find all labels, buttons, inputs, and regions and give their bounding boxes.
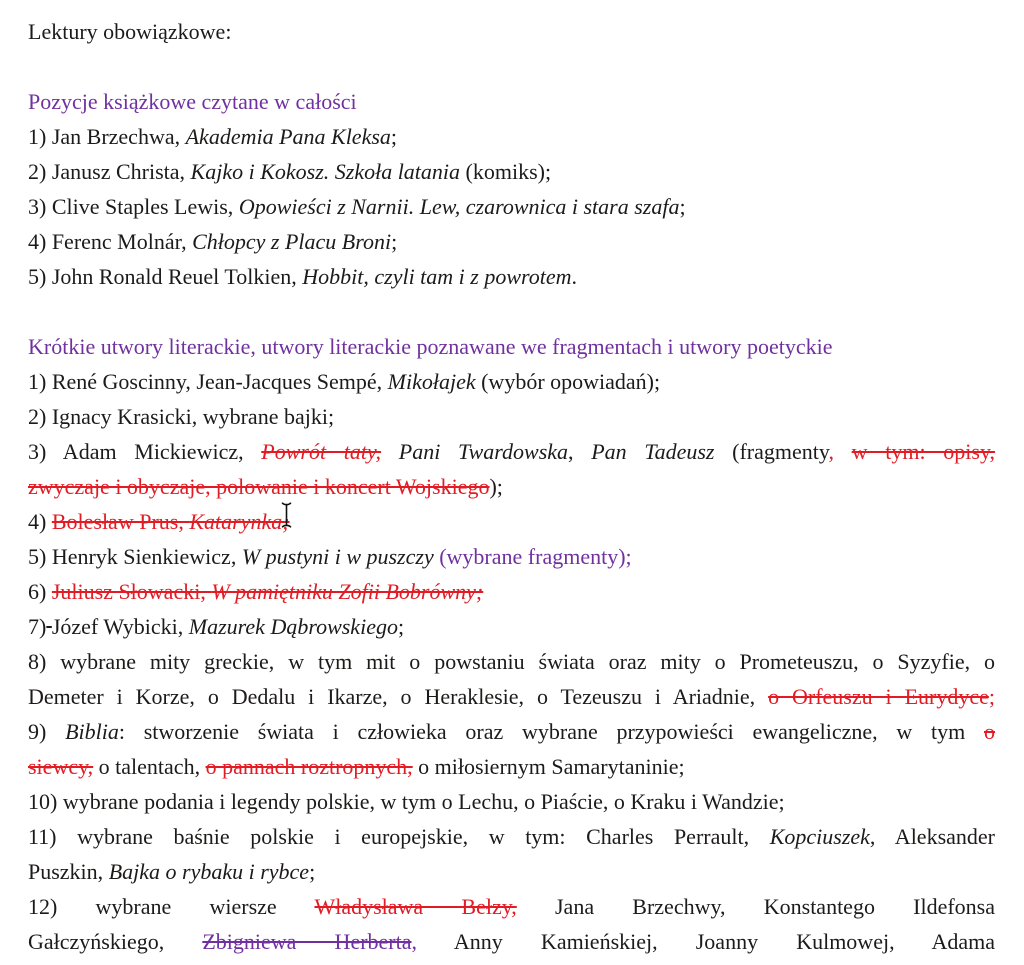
text-segment: 9) bbox=[28, 719, 66, 744]
text-segment: Opowieści z Narnii. Lew, czarownica i stara szafa bbox=[238, 194, 680, 219]
section-heading-books bbox=[28, 84, 995, 119]
text-segment: Pani Twardowska bbox=[398, 439, 569, 464]
blank-line bbox=[28, 49, 995, 84]
list-item bbox=[28, 119, 995, 154]
text-segment: o talentach, bbox=[93, 754, 206, 779]
list-item-continuation bbox=[28, 854, 995, 889]
text-segment: Demeter i Korze, o Dedalu i Ikarze, o Heraklesie, o Tezeuszu i Ariadnie, bbox=[28, 684, 769, 709]
list-item bbox=[28, 434, 995, 469]
list-item bbox=[28, 259, 995, 294]
text-segment: , Aleksander bbox=[869, 824, 995, 849]
text-segment: 10) wybrane podania i legendy polskie, w tym o Lechu, o Piaście, o Kraku i Wandzie; bbox=[28, 789, 785, 814]
list-item-continuation bbox=[28, 469, 995, 504]
blank-line bbox=[28, 294, 995, 329]
text-segment: Hobbit, czyli tam i z powrotem bbox=[302, 264, 572, 289]
text-segment: W pustyni i w puszczy bbox=[241, 544, 434, 569]
struck-text: siewcy, bbox=[28, 754, 94, 779]
text-segment: Lektury obowiązkowe: bbox=[28, 19, 232, 44]
list-item-continuation bbox=[28, 749, 995, 784]
text-segment: Anny Kamieńskiej, Joanny Kulmowej, Adama bbox=[417, 929, 996, 954]
list-item bbox=[28, 644, 995, 679]
list-item bbox=[28, 889, 995, 924]
text-segment: 1) René Goscinny, Jean-Jacques Sempé, bbox=[28, 369, 388, 394]
struck-text: Władysława Bełzy, bbox=[314, 894, 517, 919]
text-segment: Kopciuszek bbox=[769, 824, 870, 849]
list-item bbox=[28, 399, 995, 434]
list-item bbox=[28, 224, 995, 259]
text-segment bbox=[834, 439, 852, 464]
struck-text: Zbigniewa Herberta bbox=[202, 929, 412, 954]
text-segment: Puszkin, bbox=[28, 859, 109, 884]
text-segment: 4) Ferenc Molnár, bbox=[28, 229, 193, 254]
text-segment: (wybrane fragmenty); bbox=[439, 544, 632, 569]
list-item bbox=[28, 154, 995, 189]
list-item bbox=[28, 574, 995, 609]
text-segment: Mikołajek bbox=[387, 369, 476, 394]
text-segment: ; bbox=[988, 684, 995, 709]
text-segment: (fragmenty bbox=[714, 439, 829, 464]
text-segment: Pozycje książkowe czytane w całości bbox=[28, 89, 357, 114]
struck-text: Juliusz Słowacki, bbox=[51, 579, 212, 604]
text-segment: ; bbox=[397, 614, 405, 639]
text-segment: 2) Janusz Christa, bbox=[28, 159, 191, 184]
text-segment: ; bbox=[309, 859, 316, 884]
text-segment: ; bbox=[679, 194, 686, 219]
text-segment: (wybór opowiadań); bbox=[475, 369, 661, 394]
list-item bbox=[28, 364, 995, 399]
list-item bbox=[28, 714, 995, 749]
text-segment: 6) bbox=[28, 579, 52, 604]
text-segment: , bbox=[568, 439, 592, 464]
text-segment: . bbox=[571, 264, 578, 289]
list-item bbox=[28, 539, 995, 574]
text-segment: 12) wybrane wiersze bbox=[28, 894, 315, 919]
struck-text: Katarynka; bbox=[189, 509, 290, 534]
text-segment: Józef Wybicki, bbox=[51, 614, 189, 639]
list-item bbox=[28, 819, 995, 854]
document-title bbox=[28, 14, 995, 49]
text-segment: 4) bbox=[28, 509, 52, 534]
list-item-continuation bbox=[28, 679, 995, 714]
struck-text: o Orfeuszu i Eurydyce bbox=[768, 684, 989, 709]
text-segment: Kajko i Kokosz. Szkoła latania bbox=[190, 159, 461, 184]
text-segment: Krótkie utwory literackie, utwory literackie poznawane we fragmentach i utwory poetyckie bbox=[28, 334, 833, 359]
struck-text: w tym: opisy, bbox=[851, 439, 996, 464]
text-segment: Biblia bbox=[65, 719, 119, 744]
text-segment: ; bbox=[391, 229, 398, 254]
list-item-continuation bbox=[28, 924, 995, 959]
text-segment: 3) Clive Staples Lewis, bbox=[28, 194, 239, 219]
struck-text: Bolesław Prus, bbox=[51, 509, 190, 534]
text-segment: 5) John Ronald Reuel Tolkien, bbox=[28, 264, 303, 289]
text-segment: 5) Henryk Sienkiewicz, bbox=[28, 544, 242, 569]
section-heading-short-works bbox=[28, 329, 995, 364]
list-item bbox=[28, 609, 995, 644]
document-body bbox=[28, 14, 995, 959]
text-segment: 3) Adam Mickiewicz, bbox=[28, 439, 262, 464]
list-item bbox=[28, 189, 995, 224]
text-segment: , bbox=[411, 929, 418, 954]
text-segment: Pan Tadeusz bbox=[591, 439, 715, 464]
text-segment: 2) Ignacy Krasicki, wybrane bajki; bbox=[28, 404, 335, 429]
list-item bbox=[28, 784, 995, 819]
text-segment: Gałczyńskiego, bbox=[28, 929, 203, 954]
text-segment: : stworzenie świata i człowieka oraz wybrane przypowieści ewangeliczne, w tym bbox=[118, 719, 984, 744]
text-segment: , bbox=[828, 439, 834, 464]
struck-text: W pamiętniku Zofii Bobrówny; bbox=[211, 579, 484, 604]
text-segment: ); bbox=[489, 474, 503, 499]
struck-text: Powrót taty, bbox=[261, 439, 382, 464]
text-segment: 7) bbox=[28, 614, 47, 639]
text-segment: (komiks); bbox=[460, 159, 552, 184]
struck-text: o pannach roztropnych, bbox=[205, 754, 413, 779]
text-segment: Mazurek Dąbrowskiego bbox=[188, 614, 398, 639]
text-segment: Chłopcy z Placu Broni bbox=[192, 229, 392, 254]
list-item bbox=[28, 504, 995, 539]
text-segment: 8) wybrane mity greckie, w tym mit o powstaniu świata oraz mity o Prometeuszu, o Syzyfie, o bbox=[28, 649, 995, 674]
text-segment: Bajka o rybaku i rybce bbox=[108, 859, 310, 884]
text-segment: Akademia Pana Kleksa bbox=[185, 124, 391, 149]
struck-text: zwyczaje i obyczaje, polowanie i koncert Wojskiego bbox=[28, 474, 490, 499]
text-segment: 11) wybrane baśnie polskie i europejskie, w tym: Charles Perrault, bbox=[28, 824, 770, 849]
text-segment bbox=[381, 439, 399, 464]
struck-text: o bbox=[984, 719, 995, 744]
text-segment: o miłosiernym Samarytaninie; bbox=[412, 754, 685, 779]
text-segment: Jana Brzechwy, Konstantego Ildefonsa bbox=[516, 894, 996, 919]
text-segment: 1) Jan Brzechwa, bbox=[28, 124, 186, 149]
text-segment: ; bbox=[390, 124, 398, 149]
